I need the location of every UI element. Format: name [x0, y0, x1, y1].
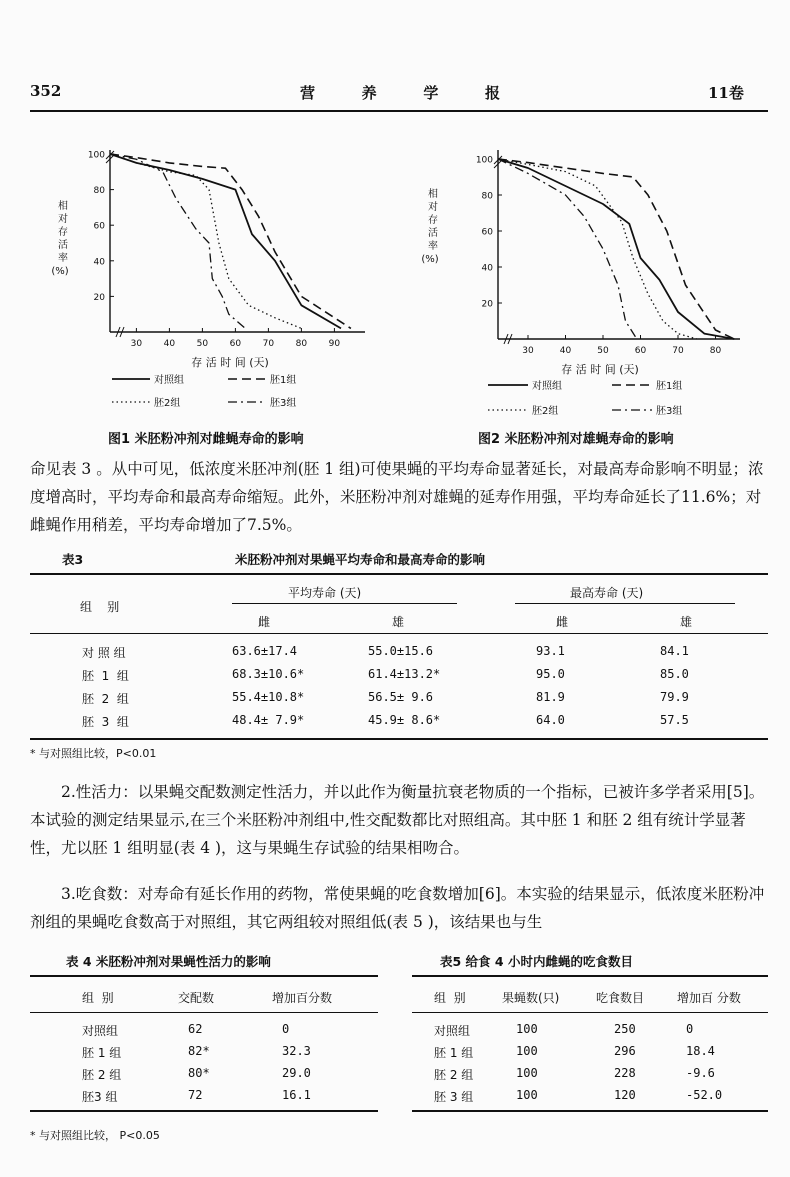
table3-title: 米胚粉冲剂对果蝇平均寿命和最高寿命的影响 — [235, 552, 486, 567]
series-line-dashed — [110, 154, 351, 328]
table4-cell: 29.0 — [282, 1066, 311, 1080]
body-paragraph-3 — [30, 880, 770, 936]
series-line-solid — [498, 159, 734, 339]
table4-row-label: 对照组 — [82, 1024, 119, 1038]
body-paragraph-2 — [30, 778, 770, 862]
table5-cell: -9.6 — [686, 1066, 715, 1080]
table5-cell: 100 — [516, 1044, 538, 1058]
table3-female-max: 雌 — [556, 615, 569, 629]
legend-label: 胚2组 — [154, 398, 181, 409]
table5-title: 表5 给食 4 小时内雌蝇的吃食数目 — [440, 954, 633, 969]
ylabel-char: (%) — [421, 254, 439, 265]
table4-cell: 32.3 — [282, 1044, 311, 1058]
table4-top-rule — [30, 975, 378, 977]
table4-header-percent: 增加百分数 — [272, 991, 333, 1005]
table3-female-avg: 雌 — [258, 615, 271, 629]
x-tick-label: 30 — [522, 346, 534, 356]
legend-label: 胚2组 — [532, 406, 559, 417]
table3-cell: 79.9 — [660, 690, 689, 704]
table4-row-label: 胚3 组 — [82, 1090, 118, 1104]
table5-cell: 100 — [516, 1066, 538, 1080]
y-tick-label: 80 — [93, 186, 105, 197]
table3-cell: 64.0 — [536, 713, 565, 727]
x-axis-label: 存 活 时 间 (天) — [191, 356, 269, 369]
table5-header-percent: 增加百 分数 — [677, 991, 741, 1005]
table3-row-label: 胚 3 组 — [82, 715, 129, 729]
series-line-solid — [110, 154, 341, 328]
table4-header-matings: 交配数 — [178, 991, 215, 1005]
journal-char: 营 — [300, 84, 316, 102]
y-tick-label: 20 — [481, 299, 493, 310]
table3-max-header: 最高寿命 (天) — [570, 586, 644, 600]
ylabel-char: 率 — [428, 241, 438, 252]
y-tick-label: 60 — [93, 221, 105, 232]
table3-row-label: 胚 2 组 — [82, 692, 129, 706]
figure1-caption: 图1 米胚粉冲剂对雌蝇寿命的影响 — [108, 432, 304, 447]
table4-note: * 与对照组比较， P<0.05 — [30, 1129, 160, 1142]
table4-row-label: 胚 2 组 — [82, 1068, 122, 1082]
table5-cell: -52.0 — [686, 1088, 723, 1102]
table4-bottom-rule — [30, 1110, 378, 1112]
table5-row-label: 胚 1 组 — [434, 1046, 474, 1060]
table3-cell: 55.0±15.6 — [368, 644, 434, 658]
ylabel-char: (%) — [51, 266, 69, 277]
table5-cell: 296 — [614, 1044, 636, 1058]
table3-row-label: 对 照 组 — [82, 646, 126, 660]
x-tick-label: 50 — [597, 346, 609, 356]
table3-cell: 55.4±10.8* — [232, 690, 305, 704]
figure2-chart — [450, 145, 750, 420]
y-tick-label: 40 — [93, 257, 105, 268]
journal-char: 报 — [484, 84, 500, 102]
y-tick-label: 20 — [93, 292, 105, 303]
journal-char: 学 — [423, 84, 439, 102]
table5-cell: 0 — [686, 1022, 694, 1036]
table3-cell: 56.5± 9.6 — [368, 690, 434, 704]
table3-note: * 与对照组比较，P<0.01 — [30, 747, 157, 760]
figure1-chart — [80, 150, 380, 420]
volume: 11卷 — [708, 84, 744, 102]
ylabel-char: 存 — [58, 227, 68, 238]
ylabel-char: 对 — [58, 214, 68, 225]
table3-label: 表3 — [62, 552, 84, 567]
table4-row-label: 胚 1 组 — [82, 1046, 122, 1060]
paragraph-text: 命见表 3 。从中可见，低浓度米胚冲剂(胚 1 组)可使果蝇的平均寿命显著延长，对最高寿命影响不明显；浓度增高时，平均寿命和最高寿命缩短。此外，米胚粉冲剂对雄蝇的延寿作用强，平均寿命延长了11.6%；对雌蝇作用稍差，平均寿命增加了7.5%。 — [30, 460, 764, 534]
y-tick-label: 100 — [87, 150, 105, 161]
table3-male-avg: 雄 — [392, 615, 405, 629]
y-tick-label: 100 — [475, 155, 493, 166]
ylabel-char: 活 — [58, 240, 68, 251]
table4-cell: 0 — [282, 1022, 290, 1036]
x-tick-label: 60 — [229, 339, 242, 349]
series-line-dashed — [498, 159, 734, 339]
legend-label: 胚1组 — [270, 375, 297, 386]
table5-cell: 228 — [614, 1066, 636, 1080]
table4-cell: 62 — [188, 1022, 203, 1036]
table5-header-eaten: 吃食数目 — [596, 991, 645, 1005]
y-tick-label: 60 — [481, 227, 493, 238]
ylabel-char: 存 — [428, 215, 438, 226]
table5-cell: 250 — [614, 1022, 636, 1036]
table5-bottom-rule — [412, 1110, 768, 1112]
legend-label: 胚1组 — [656, 381, 683, 392]
table3-row-label: 胚 1 组 — [82, 669, 129, 683]
figure2-caption: 图2 米胚粉冲剂对雄蝇寿命的影响 — [478, 432, 674, 447]
table4-title: 表 4 米胚粉冲剂对果蝇性活力的影响 — [66, 954, 271, 969]
table5-row-label: 胚 2 组 — [434, 1068, 474, 1082]
x-tick-label: 80 — [295, 339, 308, 349]
figure1-ylabel — [51, 200, 70, 278]
table3-cell: 81.9 — [536, 690, 565, 704]
journal-title — [300, 82, 500, 103]
y-tick-label: 40 — [481, 263, 493, 274]
header-rule — [30, 110, 768, 112]
body-paragraph-1 — [30, 455, 770, 539]
table3-male-max: 雄 — [680, 615, 693, 629]
ylabel-char: 相 — [428, 189, 438, 200]
table3-sub-rule-left — [232, 603, 457, 604]
x-tick-label: 30 — [130, 339, 143, 349]
paragraph-text: 3.吃食数：对寿命有延长作用的药物，常使果蝇的吃食数增加[6]。本实验的结果显示，低浓度米胚粉冲剂组的果蝇吃食数高于对照组，其它两组较对照组低(表 5 )，该结果也与生 — [30, 885, 765, 931]
table5-cell: 120 — [614, 1088, 636, 1102]
table3-top-rule — [30, 573, 768, 575]
table3-cell: 63.6±17.4 — [232, 644, 298, 658]
ylabel-char: 率 — [58, 253, 68, 264]
figure2-ylabel — [421, 188, 440, 266]
table3-cell: 57.5 — [660, 713, 689, 727]
x-tick-label: 70 — [672, 346, 684, 356]
table3-cell: 84.1 — [660, 644, 689, 658]
table5-cell: 18.4 — [686, 1044, 715, 1058]
table3-group-header: 组 别 — [80, 600, 120, 614]
journal-char: 养 — [361, 84, 377, 102]
ylabel-char: 对 — [428, 202, 438, 213]
table3-cell: 48.4± 7.9* — [232, 713, 305, 727]
ylabel-char: 相 — [58, 201, 68, 212]
table3-bottom-rule — [30, 738, 768, 740]
table5-cell: 100 — [516, 1022, 538, 1036]
table5-row-label: 胚 3 组 — [434, 1090, 474, 1104]
legend-label: 胚3组 — [656, 406, 683, 417]
table5-cell: 100 — [516, 1088, 538, 1102]
x-tick-label: 90 — [328, 339, 341, 349]
table3-avg-header: 平均寿命 (天) — [288, 586, 362, 600]
x-tick-label: 80 — [709, 346, 722, 356]
legend-label: 对照组 — [532, 381, 562, 392]
x-tick-label: 60 — [634, 346, 647, 356]
table4-cell: 80* — [188, 1066, 210, 1080]
table3-cell: 93.1 — [536, 644, 565, 658]
table3-cell: 68.3±10.6* — [232, 667, 305, 681]
table4-cell: 16.1 — [282, 1088, 311, 1102]
series-line-dashdot — [110, 154, 245, 328]
x-tick-label: 50 — [196, 339, 209, 349]
table3-cell: 85.0 — [660, 667, 689, 681]
ylabel-char: 活 — [428, 228, 438, 239]
table4-header-rule — [30, 1012, 378, 1013]
table5-header-rule — [412, 1012, 768, 1013]
paragraph-text: 2.性活力：以果蝇交配数测定性活力，并以此作为衡量抗衰老物质的一个指标，已被许多学者采用[5]。本试验的测定结果显示,在三个米胚粉冲剂组中,性交配数都比对照组高。其中胚 1 和胚 2 组有统计学显著性，尤以胚 1 组明显(表 4 )，这与果蝇生存试验的结果相吻合。 — [30, 783, 765, 857]
legend-label: 胚3组 — [270, 398, 297, 409]
table3-cell: 45.9± 8.6* — [368, 713, 441, 727]
table3-cell: 95.0 — [536, 667, 565, 681]
x-tick-label: 40 — [559, 346, 572, 356]
x-tick-label: 70 — [262, 339, 275, 349]
table5-header-group: 组 别 — [434, 991, 466, 1005]
series-line-dotted — [498, 159, 697, 339]
table4-cell: 72 — [188, 1088, 203, 1102]
table4-header-group: 组 别 — [82, 991, 114, 1005]
x-axis-label: 存 活 时 间 (天) — [561, 363, 639, 376]
table3-sub-rule-right — [515, 603, 735, 604]
table4-cell: 82* — [188, 1044, 210, 1058]
table5-header-flies: 果蝇数(只) — [502, 991, 560, 1005]
table3-cell: 61.4±13.2* — [368, 667, 441, 681]
table5-row-label: 对照组 — [434, 1024, 471, 1038]
table3-header-rule — [30, 633, 768, 634]
x-tick-label: 40 — [163, 339, 176, 349]
legend-label: 对照组 — [154, 375, 184, 386]
table5-top-rule — [412, 975, 768, 977]
y-tick-label: 80 — [481, 191, 493, 202]
page-number: 352 — [30, 82, 62, 100]
